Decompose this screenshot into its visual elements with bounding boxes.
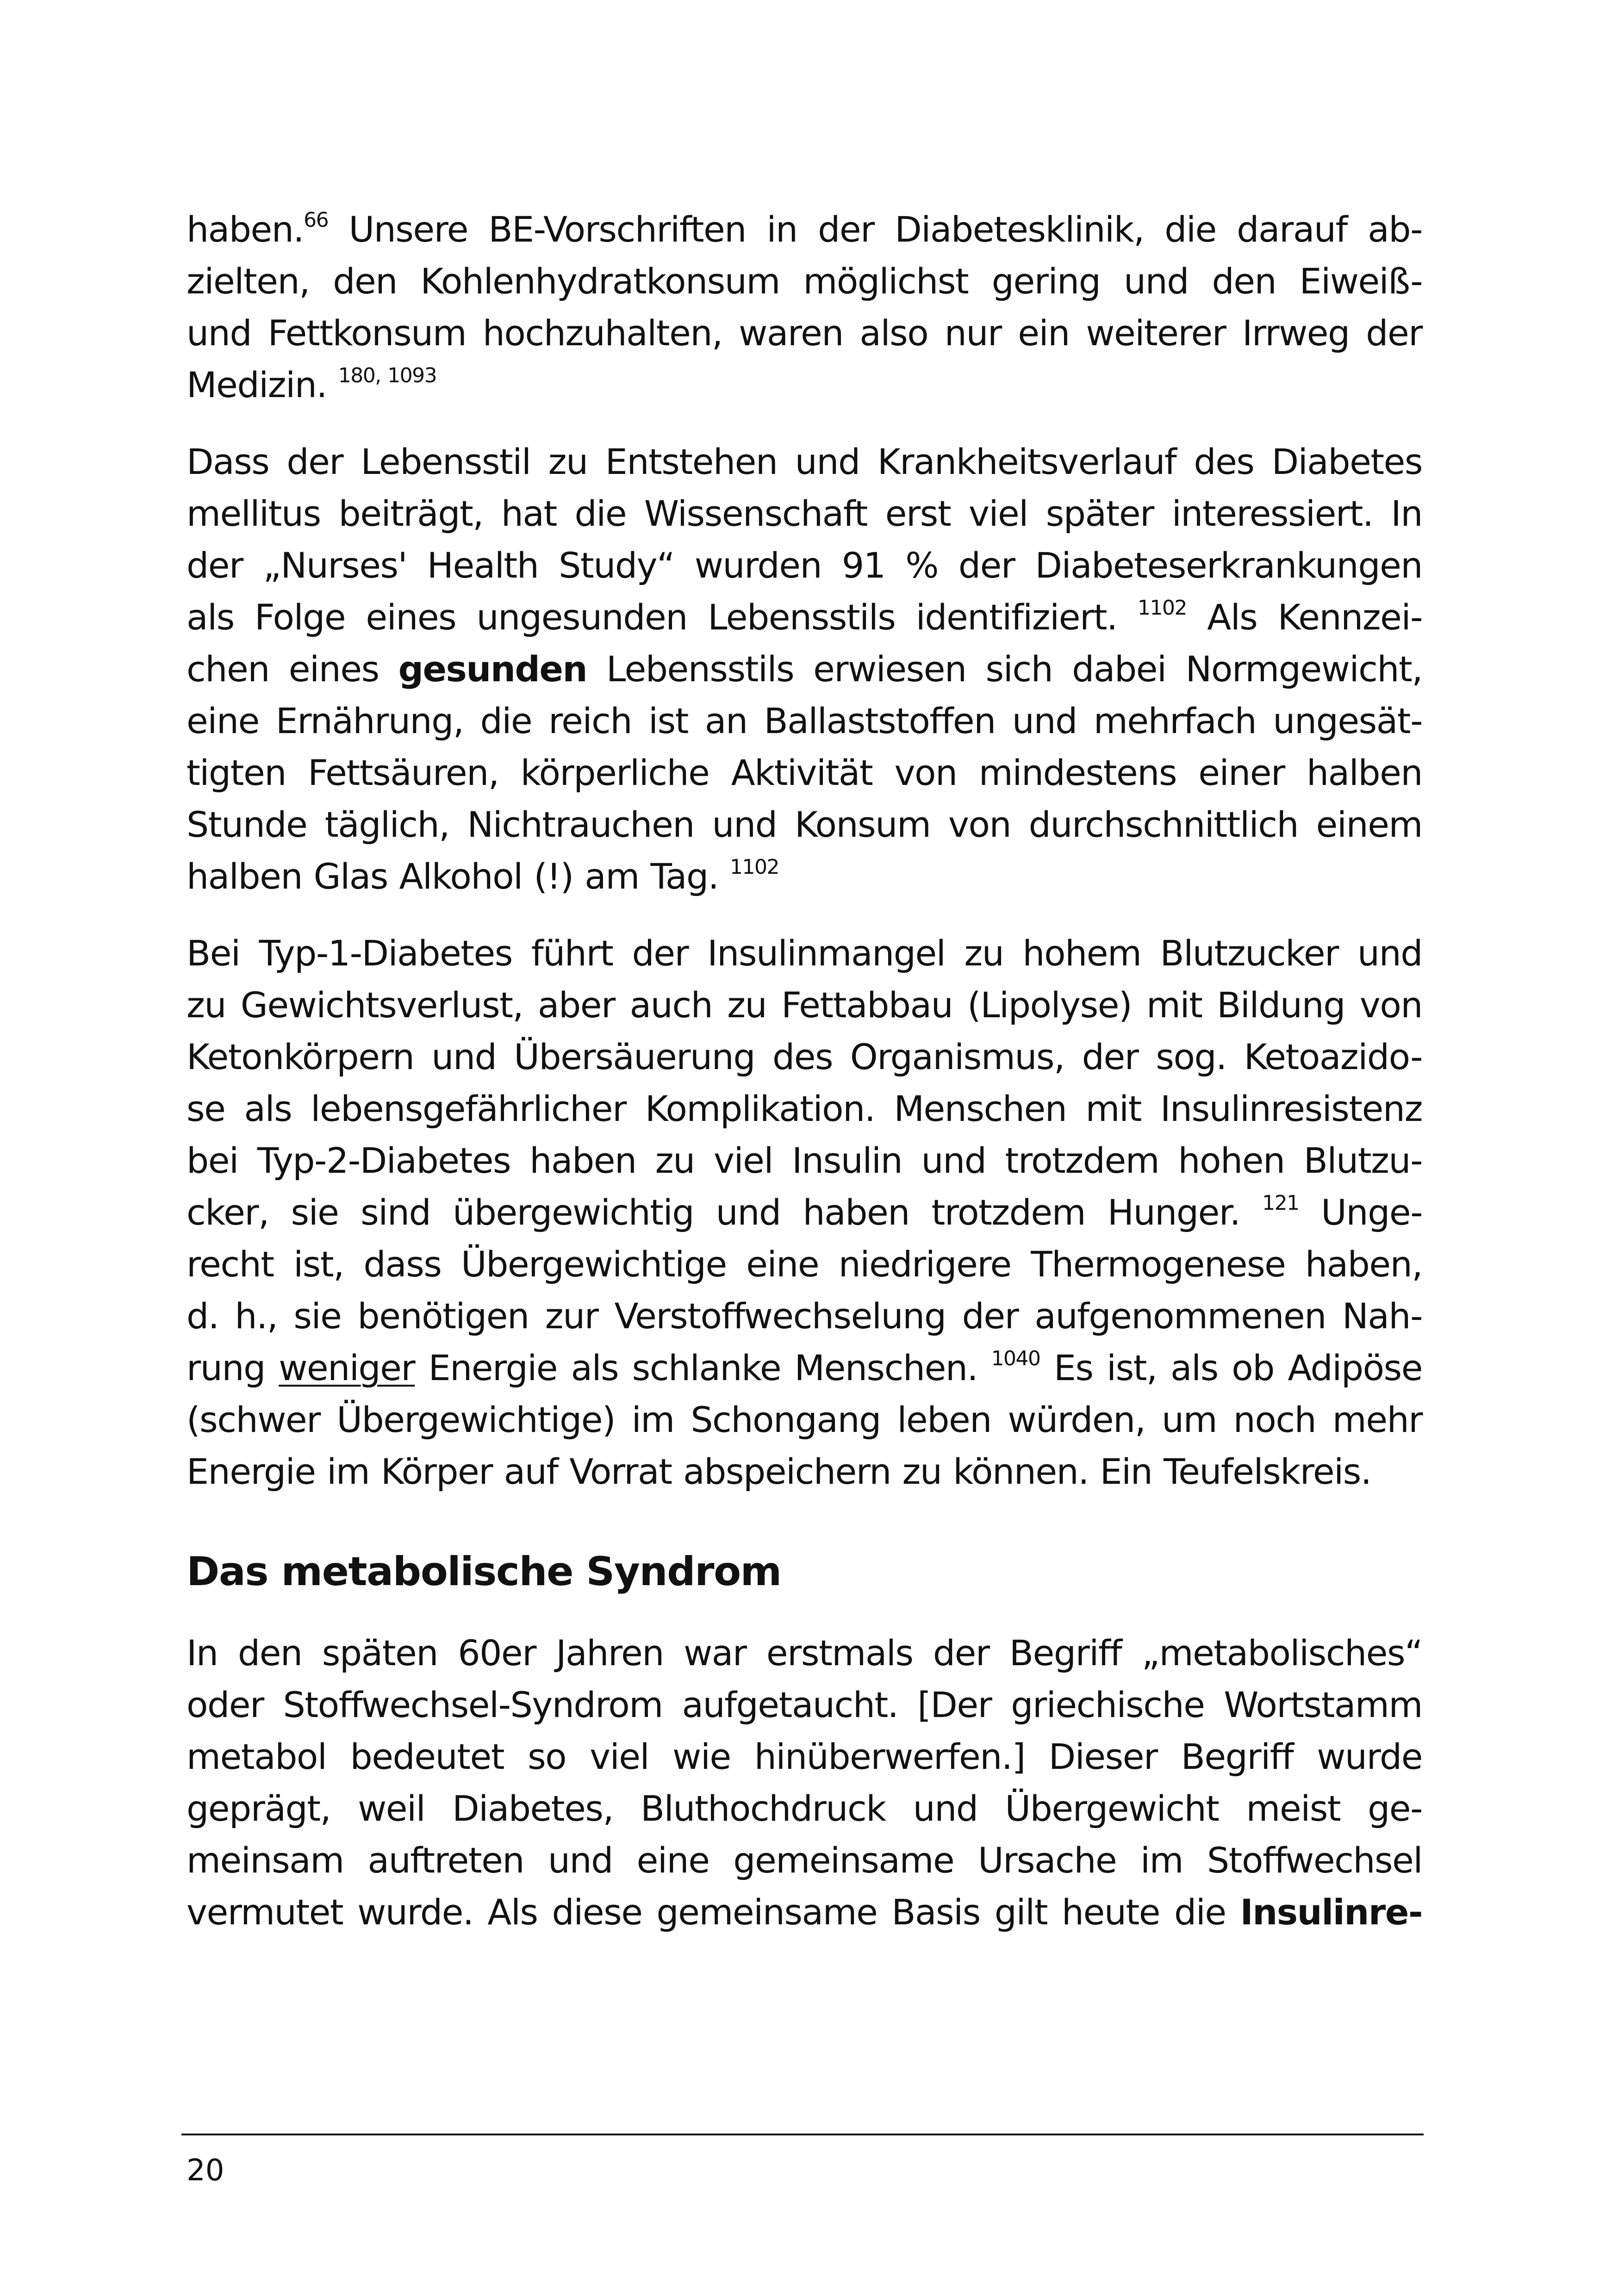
text-line	[187, 1187, 1422, 1238]
text-line: zielten, den Kohlenhydratkonsum möglichst gering und den Eiweiß-	[187, 261, 1422, 302]
footer-divider	[181, 2134, 1424, 2135]
text-line: In den späten 60er Jahren war erstmals der Begriff „metabolisches“	[187, 1632, 1422, 1674]
footnote-ref: 180, 1093	[338, 363, 437, 387]
text-fragment: vermutet wurde. Als diese gemeinsame Basis gilt heute die	[187, 1892, 1226, 1933]
text-line: bei Typ-2-Diabetes haben zu viel Insulin und trotzdem hohen Blutzu-	[187, 1140, 1422, 1181]
text-line	[187, 1886, 1422, 1938]
text-fragment: haben.	[187, 209, 304, 250]
text-fragment: cker, sie sind übergewichtig und haben trotzdem Hunger.	[187, 1192, 1240, 1233]
text-line: tigten Fettsäuren, körperliche Aktivität von mindestens einer halben	[187, 752, 1422, 793]
text-fragment: Lebensstils erwiesen sich dabei Normgewicht,	[606, 648, 1422, 690]
footnote-ref: 1102	[730, 855, 779, 879]
text-fragment: als Folge eines ungesunden Lebensstils identifiziert.	[187, 597, 1117, 638]
text-line: mellitus beiträgt, hat die Wissenschaft erst viel später interessiert. In	[187, 493, 1422, 534]
text-fragment: Unsere BE-Vorschriften in der Diabetesklinik, die darauf ab-	[348, 209, 1422, 250]
text-line: Stunde täglich, Nichtrauchen und Konsum von durchschnittlich einem	[187, 804, 1422, 845]
text-line: eine Ernährung, die reich ist an Ballaststoffen und mehrfach ungesät-	[187, 700, 1422, 741]
text-fragment: chen eines	[187, 648, 379, 690]
text-line: Dass der Lebensstil zu Entstehen und Krankheitsverlauf des Diabetes	[187, 441, 1422, 482]
text-line	[187, 643, 1422, 695]
footnote-ref: 1102	[1137, 596, 1187, 620]
text-line: Energie im Körper auf Vorrat abspeichern zu können. Ein Teufelskreis.	[187, 1451, 1371, 1492]
footnote-ref: 121	[1262, 1191, 1299, 1215]
footnote-ref: 66	[304, 208, 329, 232]
text-line: meinsam auftreten und eine gemeinsame Ursache im Stoffwechsel	[187, 1840, 1422, 1881]
text-line: (schwer Übergewichtige) im Schongang leben würden, um noch mehr	[187, 1399, 1422, 1440]
text-line: der „Nurses' Health Study“ wurden 91 % der Diabeteserkrankungen	[187, 545, 1422, 586]
text-fragment: Es ist, als ob Adipöse	[1053, 1347, 1422, 1388]
emphasis-bold: gesunden	[398, 648, 587, 690]
text-fragment: Als Kennzei-	[1207, 597, 1422, 638]
emphasis-bold: Insulinre-	[1240, 1892, 1422, 1933]
text-line: und Fettkonsum hochzuhalten, waren also nur ein weiterer Irrweg der	[187, 312, 1422, 354]
text-line	[187, 591, 1422, 643]
text-line: zu Gewichtsverlust, aber auch zu Fettabbau (Lipolyse) mit Bildung von	[187, 984, 1422, 1026]
paragraph-2	[187, 436, 1422, 902]
text-fragment: Energie als schlanke Menschen.	[428, 1347, 978, 1388]
text-fragment: halben Glas Alkohol (!) am Tag.	[187, 856, 719, 897]
text-line	[187, 1342, 1422, 1394]
paragraph-4	[187, 1627, 1422, 1938]
footnote-ref: 1040	[991, 1346, 1040, 1370]
page-body	[187, 204, 1422, 1963]
text-line: d. h., sie benötigen zur Verstoffwechselung der aufgenommenen Nah-	[187, 1295, 1422, 1337]
text-line: Ketonkörpern und Übersäuerung des Organismus, der sog. Ketoazido-	[187, 1036, 1422, 1077]
text-fragment: Unge-	[1321, 1192, 1423, 1233]
text-line: oder Stoffwechsel-Syndrom aufgetaucht. [Der griechische Wortstamm	[187, 1684, 1422, 1725]
page-number: 20	[187, 2153, 224, 2188]
text-line: se als lebensgefährlicher Komplikation. Menschen mit Insulinresistenz	[187, 1088, 1422, 1129]
paragraph-3	[187, 927, 1422, 1498]
text-fragment: rung	[187, 1347, 265, 1388]
text-line: Bei Typ-1-Diabetes führt der Insulinmangel zu hohem Blutzucker und	[187, 933, 1422, 974]
text-line	[187, 851, 1422, 902]
paragraph-1	[187, 204, 1422, 411]
text-fragment: Medizin.	[187, 364, 327, 405]
text-line	[187, 359, 1422, 411]
emphasis-underline: weniger	[279, 1347, 415, 1388]
text-line	[187, 204, 1422, 255]
text-line: recht ist, dass Übergewichtige eine niedrigere Thermogenese haben,	[187, 1244, 1422, 1285]
section-heading: Das metabolische Syndrom	[187, 1549, 781, 1595]
text-line: geprägt, weil Diabetes, Bluthochdruck und Übergewicht meist ge-	[187, 1788, 1422, 1829]
text-line: metabol bedeutet so viel wie hinüberwerfen.] Dieser Begriff wurde	[187, 1736, 1422, 1777]
